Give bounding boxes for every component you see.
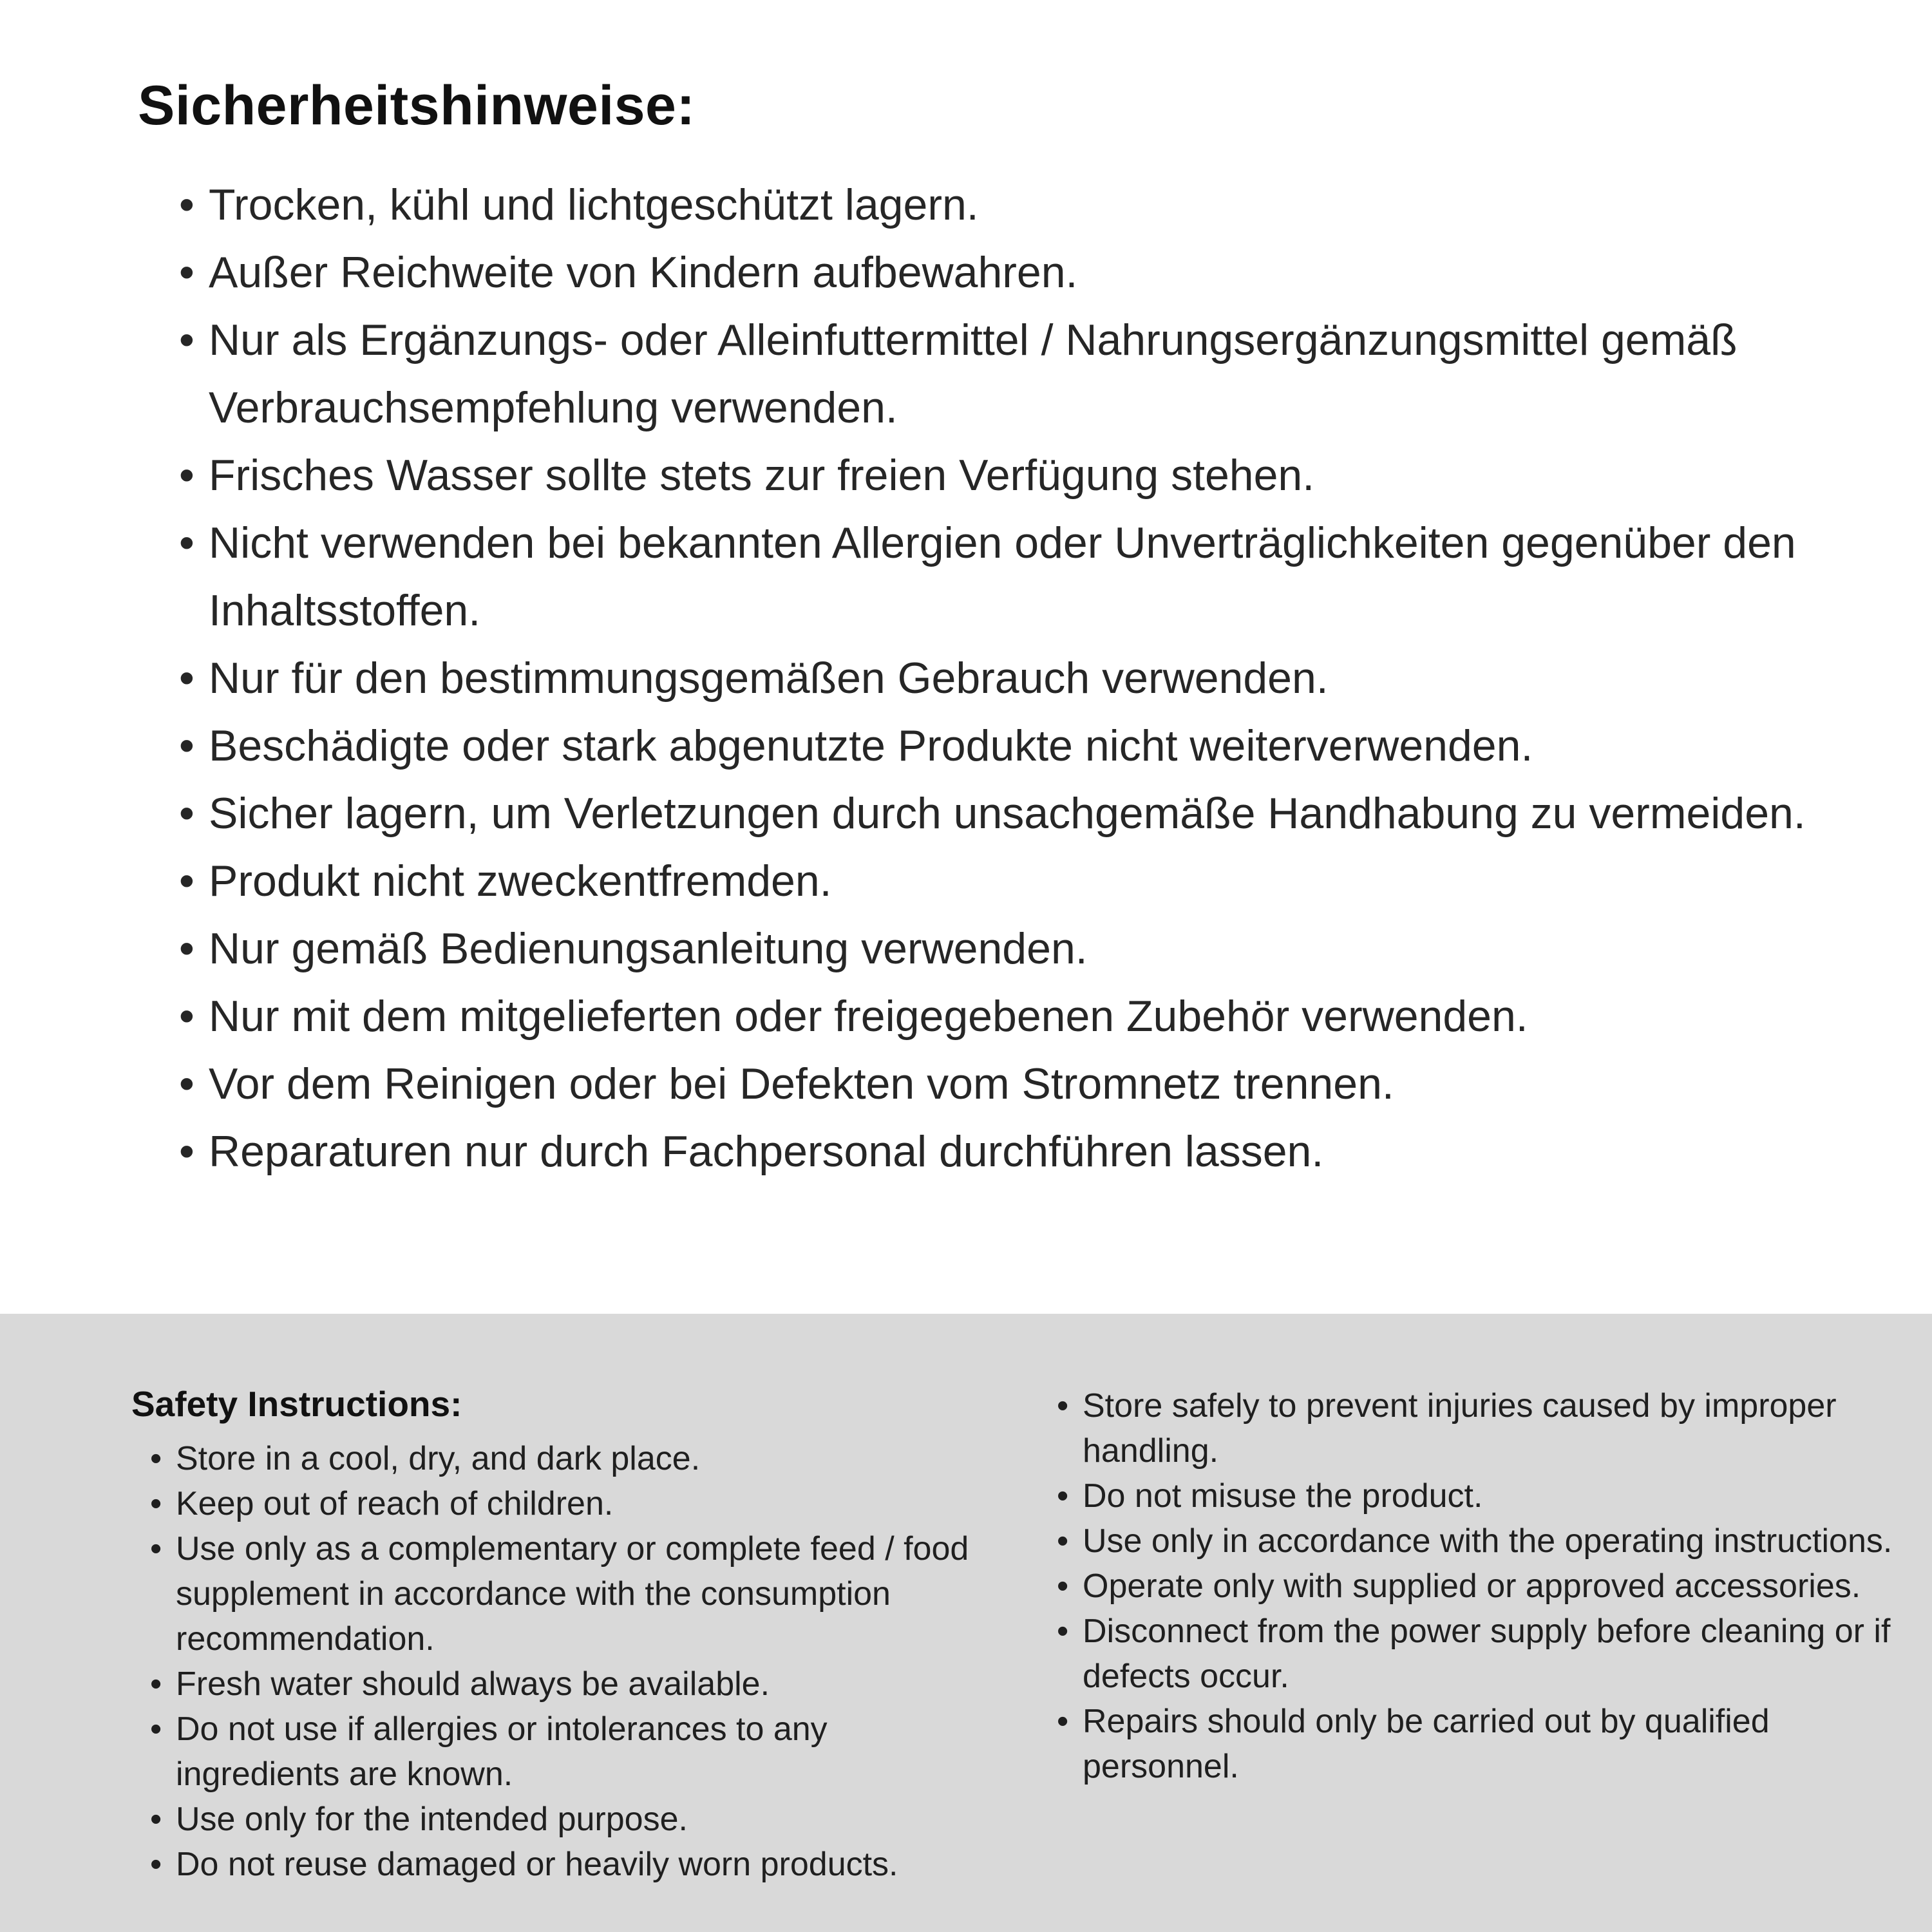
list-item: • Do not reuse damaged or heavily worn products.	[150, 1842, 1000, 1887]
list-item: • Use only in accordance with the operating instructions.	[1057, 1519, 1907, 1564]
list-item: • Disconnect from the power supply before cleaning or if defects occur.	[1057, 1609, 1907, 1699]
list-item: • Reparaturen nur durch Fachpersonal durchführen lassen.	[179, 1118, 1828, 1186]
list-item: • Repairs should only be carried out by qualified personnel.	[1057, 1699, 1907, 1789]
list-item: • Nicht verwenden bei bekannten Allergien oder Unverträglichkeiten gegenüber den Inhaltsstoffen.	[179, 509, 1828, 645]
list-item: • Vor dem Reinigen oder bei Defekten vom Stromnetz trennen.	[179, 1050, 1828, 1118]
english-right-column	[1038, 1383, 1908, 1789]
english-left-column	[131, 1383, 1001, 1887]
list-item: • Store in a cool, dry, and dark place.	[150, 1436, 1000, 1481]
german-section-title: Sicherheitshinweise:	[138, 75, 696, 137]
list-item: • Do not use if allergies or intolerances to any ingredients are known.	[150, 1707, 1000, 1797]
english-section-title: Safety Instructions:	[131, 1384, 462, 1424]
list-item: • Keep out of reach of children.	[150, 1481, 1000, 1526]
list-item: • Trocken, kühl und lichtgeschützt lagern.	[179, 171, 1828, 239]
list-item: • Nur als Ergänzungs- oder Alleinfuttermittel / Nahrungsergänzungsmittel gemäß Verbrauchsempfehlung verwenden.	[179, 307, 1828, 442]
list-item: • Nur mit dem mitgelieferten oder freigegebenen Zubehör verwenden.	[179, 983, 1828, 1050]
english-right-bullet-list	[1057, 1383, 1907, 1789]
list-item: • Beschädigte oder stark abgenutzte Produkte nicht weiterverwenden.	[179, 712, 1828, 780]
german-bullet-list	[179, 171, 1828, 1186]
list-item: • Nur für den bestimmungsgemäßen Gebrauch verwenden.	[179, 645, 1828, 712]
list-item: • Frisches Wasser sollte stets zur freien Verfügung stehen.	[179, 442, 1828, 509]
list-item: • Operate only with supplied or approved accessories.	[1057, 1564, 1907, 1609]
list-item: • Produkt nicht zweckentfremden.	[179, 848, 1828, 915]
list-item: • Fresh water should always be available.	[150, 1662, 1000, 1707]
list-item: • Außer Reichweite von Kindern aufbewahren.	[179, 239, 1828, 307]
list-item: • Use only as a complementary or complete feed / food supplement in accordance with the consumption recommendation.	[150, 1526, 1000, 1662]
english-left-bullet-list	[150, 1436, 1000, 1887]
list-item: • Use only for the intended purpose.	[150, 1797, 1000, 1842]
list-item: • Do not misuse the product.	[1057, 1473, 1907, 1519]
list-item: • Nur gemäß Bedienungsanleitung verwenden.	[179, 915, 1828, 983]
list-item: • Sicher lagern, um Verletzungen durch unsachgemäße Handhabung zu vermeiden.	[179, 780, 1828, 848]
english-safety-section	[0, 1314, 1932, 1932]
list-item: • Store safely to prevent injuries caused by improper handling.	[1057, 1383, 1907, 1473]
